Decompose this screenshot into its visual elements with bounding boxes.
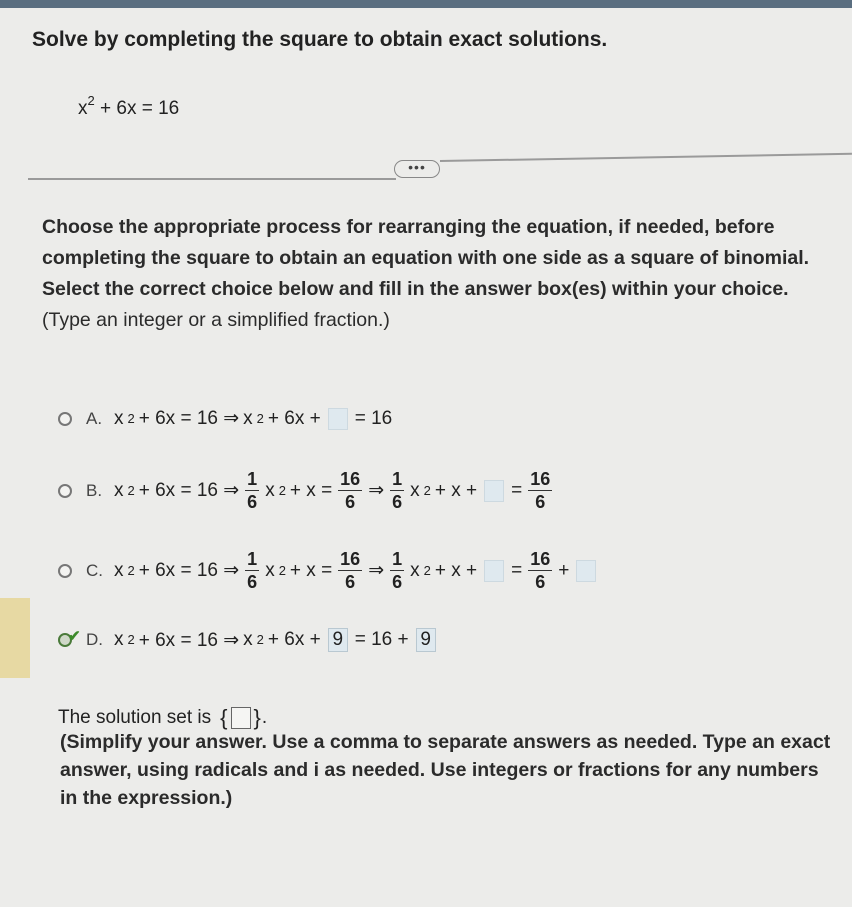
- fraction: $\frac{16}{6}$: [340, 549, 361, 592]
- solution-instructions: (Simplify your answer. Use a comma to separate answers as needed. Type an exact answer, using radicals and i as needed. Use integers or fractions for any numbers in the expression.): [60, 731, 831, 809]
- choice-b[interactable]: B. x 2 + 6x = 16 ⇒ $\frac{1}{6}$ x 2 + x = $\frac{16}{6}$ ⇒ $\frac{1}{6}$ x 2 + x + = $\frac{16}{6}$: [58, 468, 554, 513]
- question-title: Solve by completing the square to obtain exact solutions.: [32, 28, 608, 51]
- answer-box[interactable]: [328, 408, 348, 430]
- solution-row: The solution set is { } .: [58, 705, 268, 730]
- radio-b[interactable]: [58, 484, 72, 498]
- radio-d[interactable]: [58, 628, 81, 647]
- answer-box-filled[interactable]: 9: [416, 628, 436, 652]
- top-bar: [0, 0, 852, 8]
- fraction: $\frac{16}{6}$: [340, 469, 361, 512]
- answer-box[interactable]: [576, 560, 596, 582]
- instructions: [42, 212, 842, 336]
- answer-box-filled[interactable]: 9: [328, 628, 348, 652]
- more-button[interactable]: •••: [394, 160, 440, 178]
- choice-c[interactable]: C. x 2 + 6x = 16 ⇒ $\frac{1}{6}$ x 2 + x = $\frac{16}{6}$ ⇒ $\frac{1}{6}$ x 2 + x + = $\frac{16}{6}$ +: [58, 548, 599, 593]
- radio-a[interactable]: [58, 412, 72, 426]
- fraction: $\frac{16}{6}$: [530, 469, 551, 512]
- instructions-main: Choose the appropriate process for rearranging the equation, if needed, before completing the square to obtain an equation with one side as a square of binomial. Select the correct choice below and fill in the answer box(es) within your choice.: [42, 216, 810, 300]
- question-page: [0, 8, 852, 907]
- answer-box[interactable]: [484, 560, 504, 582]
- fraction: $\frac{1}{6}$: [247, 549, 258, 592]
- answer-box[interactable]: [484, 480, 504, 502]
- instructions-hint: (Type an integer or a simplified fraction.): [42, 309, 390, 331]
- question-equation: $x^2 + 6x = 16$: [78, 93, 180, 119]
- fraction: $\frac{1}{6}$: [247, 469, 258, 512]
- radio-c[interactable]: [58, 564, 72, 578]
- fraction: $\frac{16}{6}$: [530, 549, 551, 592]
- choice-d[interactable]: ✔ D. x 2 + 6x = 16 ⇒ x 2 + 6x + 9 = 16 + 9: [58, 628, 439, 652]
- solution-input[interactable]: [231, 707, 251, 729]
- selected-row-accent: [0, 598, 30, 678]
- choice-a[interactable]: A. x 2 + 6x = 16 ⇒ x 2 + 6x + = 16: [58, 407, 392, 430]
- divider: [28, 178, 396, 180]
- divider: [440, 153, 852, 162]
- checkmark-icon: ✔: [68, 628, 81, 645]
- fraction: $\frac{1}{6}$: [392, 549, 403, 592]
- fraction: $\frac{1}{6}$: [392, 469, 403, 512]
